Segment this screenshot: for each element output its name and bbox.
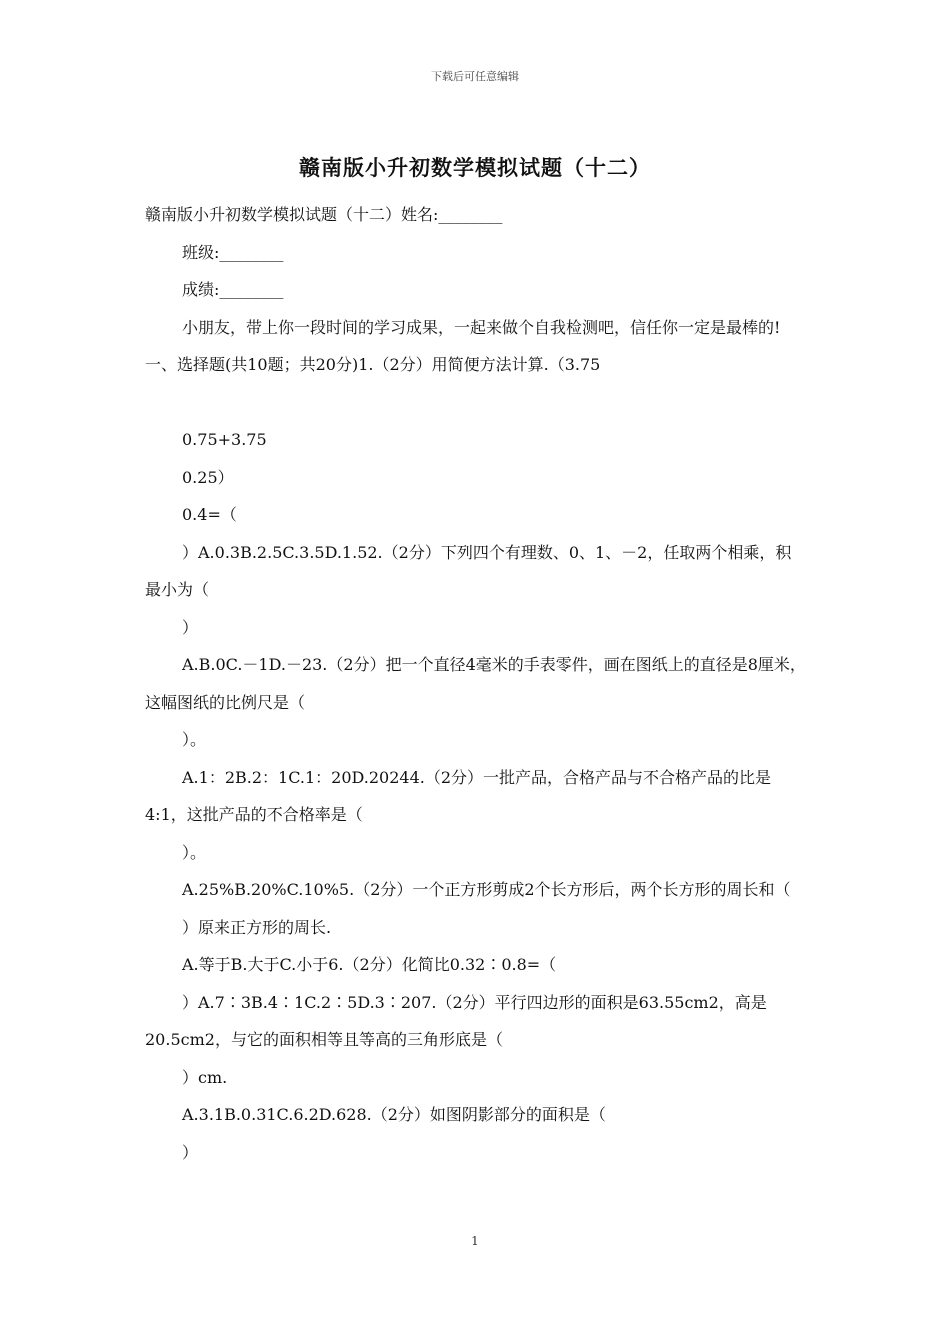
blank-gap bbox=[145, 384, 807, 422]
question-4-close: ）。 bbox=[182, 842, 207, 862]
question-1-expression-3: 0.4=（ bbox=[182, 505, 237, 524]
question-1-expression-2: 0.25） bbox=[182, 467, 234, 487]
question-4-paragraph: A.1：2B.2：1C.1：20D.20244.（2分）一批产品，合格产品与不合格产品的比是4:1，这批产品的不合格率是（ bbox=[145, 767, 772, 824]
score-line: 成绩:________ bbox=[182, 280, 284, 299]
question-5-paragraph: A.25%B.20%C.10%5.（2分）一个正方形剪成2个长方形后，两个长方形的周长和（ bbox=[182, 880, 791, 899]
question-7-close: ）cm. bbox=[182, 1067, 228, 1087]
intro-paragraph: 小朋友，带上你一段时间的学习成果，一起来做个自我检测吧，信任你一定是最棒的!一、选择题(共10题；共20分)1.（2分）用简便方法计算.（3.75 bbox=[145, 317, 781, 374]
document-body bbox=[145, 196, 807, 1171]
page-number: 1 bbox=[471, 1234, 479, 1248]
question-3-close: ）。 bbox=[182, 730, 207, 749]
question-6-paragraph: A.等于B.大于C.小于6.（2分）化简比0.32∶0.8=（ bbox=[182, 955, 557, 974]
question-5-close: ）原来正方形的周长. bbox=[182, 917, 332, 937]
question-8-paragraph: A.3.1B.0.31C.6.2D.628.（2分）如图阴影部分的面积是（ bbox=[182, 1105, 606, 1124]
question-2-paragraph: ）A.0.3B.2.5C.3.5D.1.52.（2分）下列四个有理数、0、1、－2，任取两个相乘，积最小为（ bbox=[145, 542, 792, 599]
exam-name-line: 赣南版小升初数学模拟试题（十二）姓名:________ bbox=[145, 205, 503, 224]
header-note: 下载后可任意编辑 bbox=[431, 70, 519, 83]
question-2-close: ） bbox=[182, 617, 199, 637]
question-3-paragraph: A.B.0C.－1D.－23.（2分）把一个直径4毫米的手表零件，画在图纸上的直径是8厘米，这幅图纸的比例尺是（ bbox=[145, 655, 806, 712]
question-1-expression-1: 0.75+3.75 bbox=[182, 430, 267, 449]
document-title: 赣南版小升初数学模拟试题（十二） bbox=[299, 155, 651, 180]
question-8-close: ） bbox=[182, 1142, 199, 1162]
class-line: 班级:________ bbox=[182, 242, 284, 262]
question-7-paragraph: ）A.7∶3B.4∶1C.2∶5D.3∶207.（2分）平行四边形的面积是63.55cm2，高是20.5cm2，与它的面积相等且等高的三角形底是（ bbox=[145, 992, 767, 1049]
